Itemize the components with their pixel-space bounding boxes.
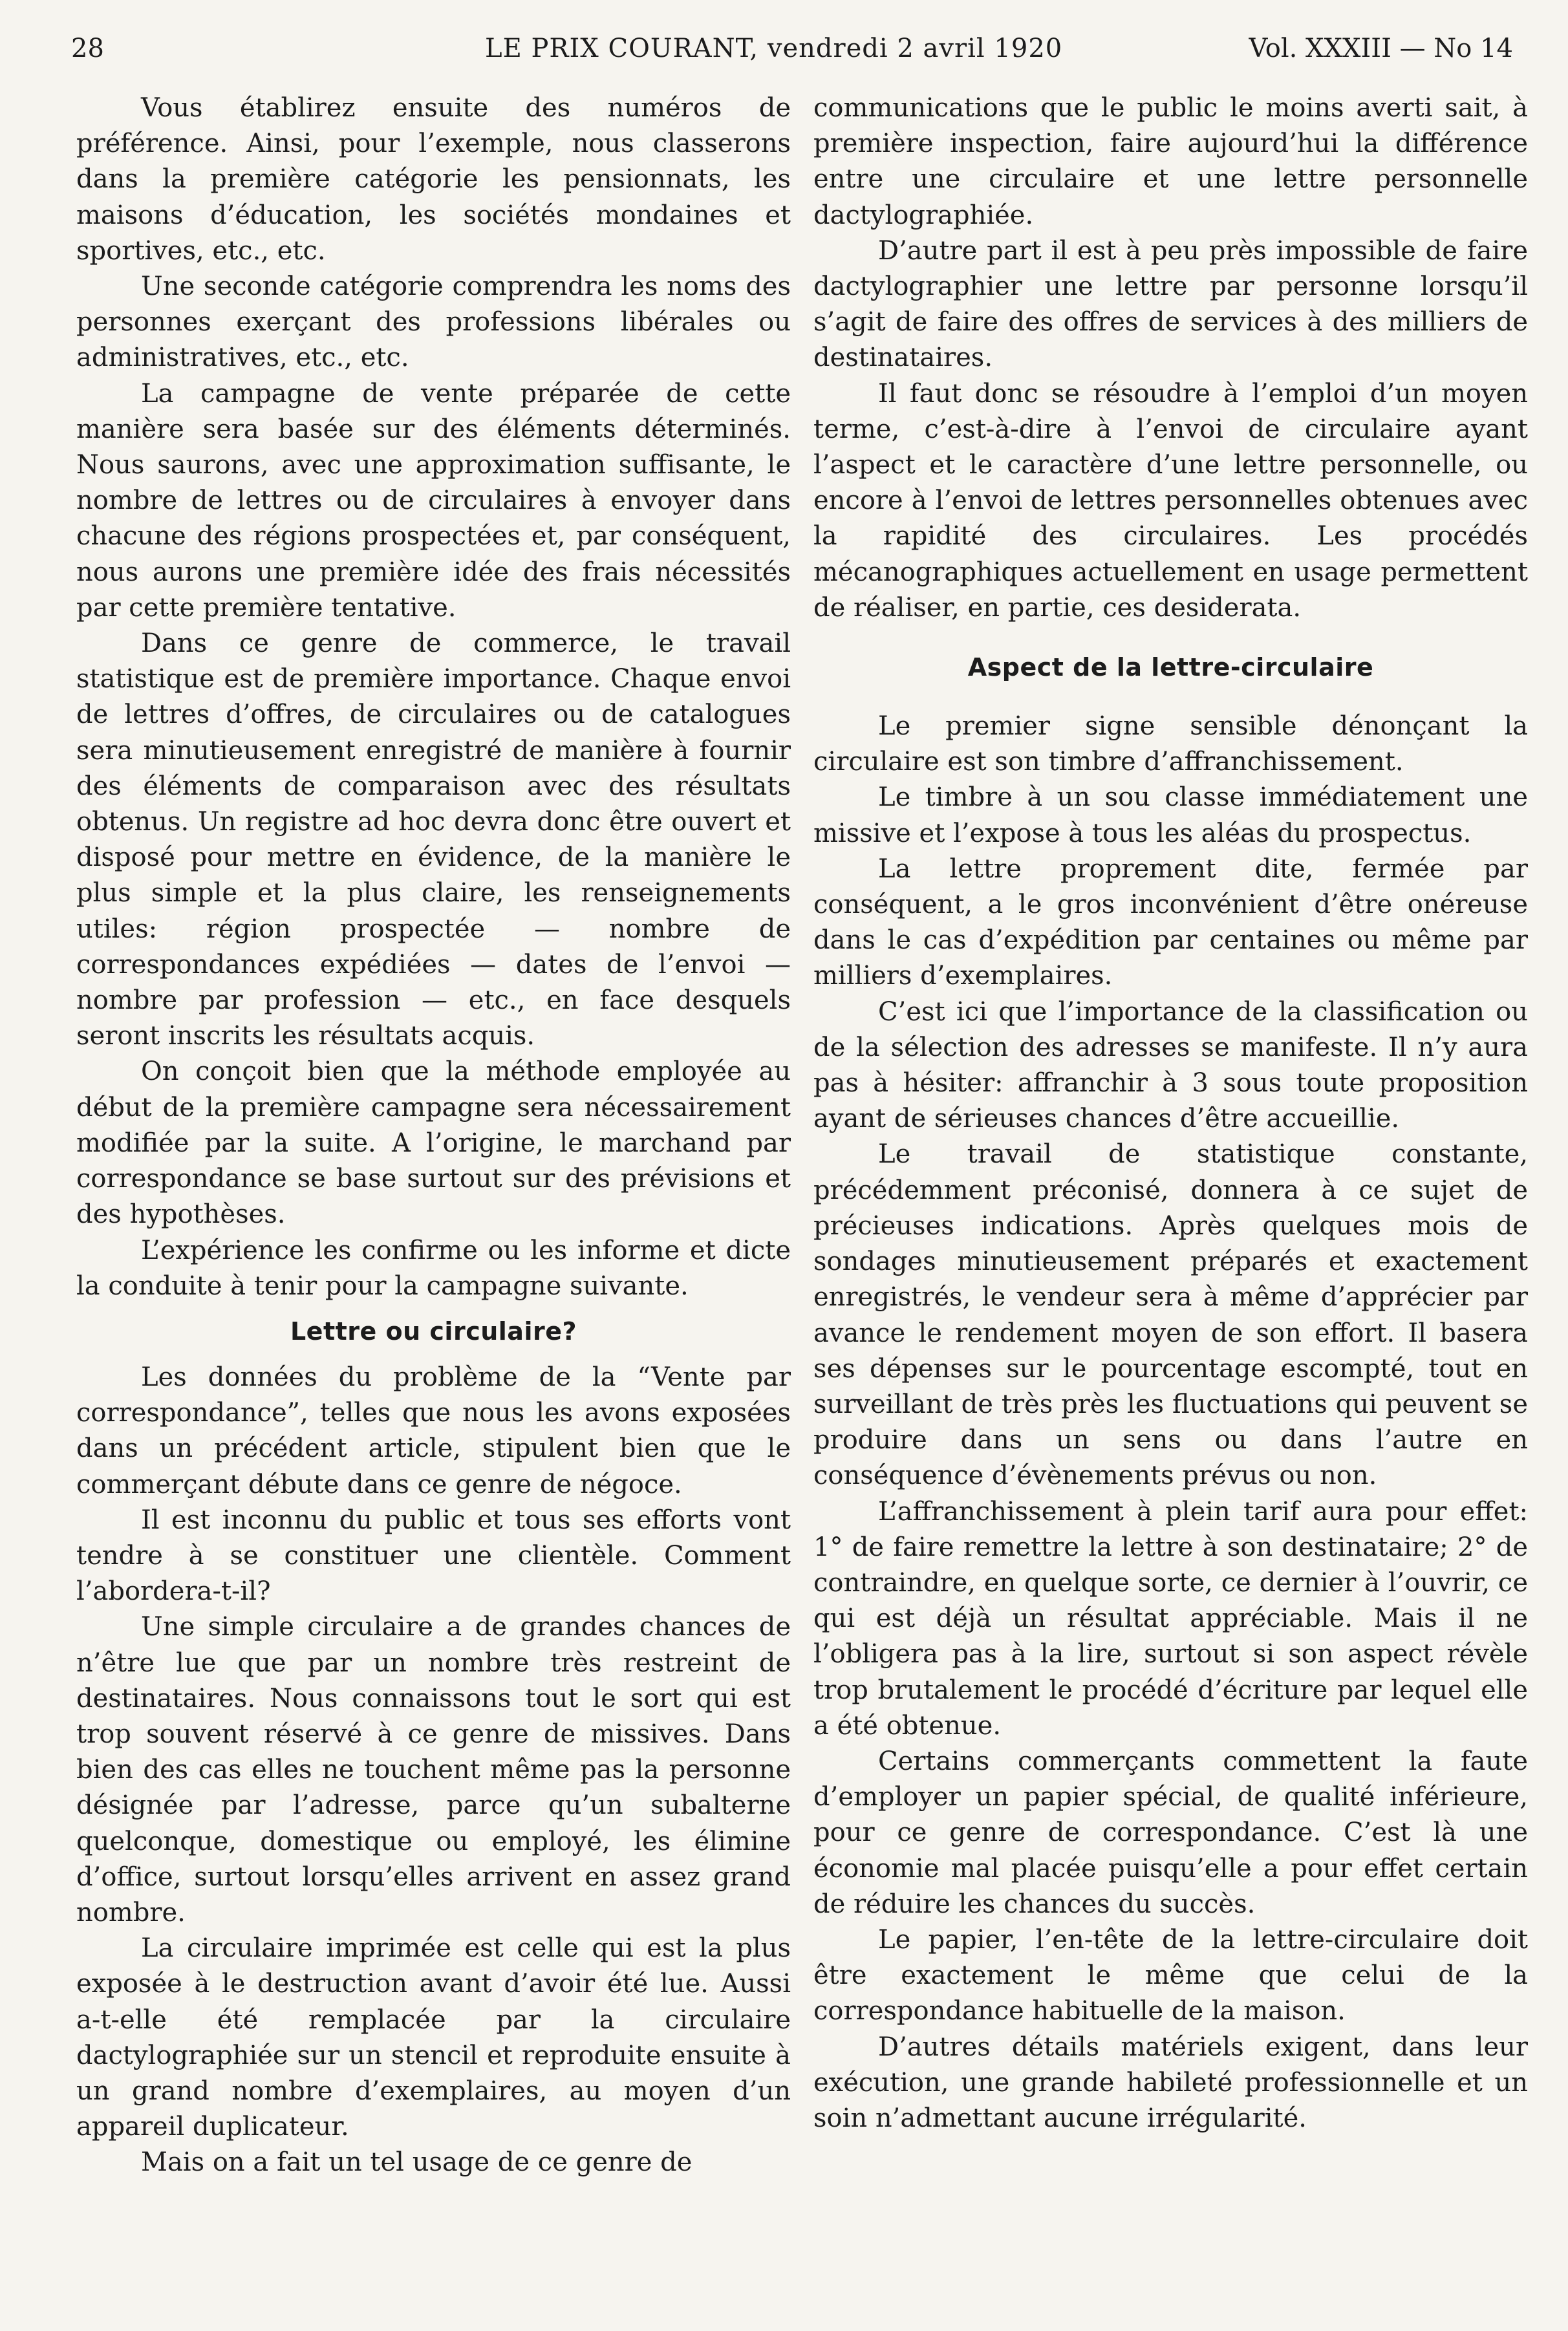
paragraph: Vous établirez ensuite des numéros de préférence. Ainsi, pour l’exemple, nous classerons dans la première catégorie les pensionnats, les maisons d’éducation, les sociétés mondaines et sportives, etc., etc.	[76, 93, 791, 266]
paragraph: Dans ce genre de commerce, le travail statistique est de première importance. Chaque envoi de lettres d’offres, de circulaires ou de catalogues sera minutieusement enregistré de manière à fournir des éléments de comparaison avec des résultats obtenus. Un registre ad hoc devra donc être ouvert et disposé pour mettre en évidence, de la manière le plus simple et la plus claire, les renseignements utiles: région prospectée — nombre de correspondances expédiées — dates de l’envoi — nombre par profession — etc., en face desquels seront inscrits les résultats acquis.	[76, 628, 791, 1051]
paragraph: Une seconde catégorie comprendra les noms des personnes exerçant des professions libérales ou administratives, etc., etc.	[76, 272, 791, 373]
paragraph: La campagne de vente préparée de cette manière sera basée sur des éléments déterminés. Nous saurons, avec une approximation suffisante, le nombre de lettres ou de circulaires à envoyer dans chacune des régions prospectées et, par conséquent, nous aurons une première idée des frais nécessités par cette première tentative.	[76, 378, 791, 623]
left-column	[76, 91, 791, 2283]
section-heading-aspect-lettre-circulaire: Aspect de la lettre-circulaire	[967, 653, 1374, 682]
paragraph: Le premier signe sensible dénonçant la circulaire est son timbre d’affranchissement.	[813, 711, 1528, 777]
publication-title: LE PRIX COURANT, vendredi 2 avril 1920	[485, 34, 1063, 63]
paragraph: L’affranchissement à plein tarif aura pour effet: 1° de faire remettre la lettre à son destinataire; 2° de contraindre, en quelque sorte, ce dernier à l’ouvrir, ce qui est déjà un résultat appréciable. Mais il ne l’obligera pas à la lire, surtout si son aspect révèle trop brutalement le procédé d’écriture par lequel elle a été obtenue.	[813, 1496, 1528, 1741]
paragraph: La lettre proprement dite, fermée par conséquent, a le gros inconvénient d’être onéreuse dans le cas d’expédition par centaines ou même par milliers d’exemplaires.	[813, 854, 1528, 991]
paragraph: D’autres détails matériels exigent, dans leur exécution, une grande habileté professionnelle et un soin n’admettant aucune irrégularité.	[813, 2032, 1528, 2133]
paragraph: communications que le public le moins averti sait, à première inspection, faire aujourd’hui la différence entre une circulaire et une lettre personnelle dactylographiée.	[813, 93, 1528, 230]
paragraph: Il est inconnu du public et tous ses efforts vont tendre à se constituer une clientèle. Comment l’abordera-t-il?	[76, 1505, 791, 1607]
page-number: 28	[71, 34, 104, 63]
right-column	[813, 91, 1528, 2283]
section-heading-lettre-ou-circulaire: Lettre ou circulaire?	[290, 1316, 577, 1346]
paragraph: Le timbre à un sou classe immédiatement une missive et l’expose à tous les aléas du prospectus.	[813, 782, 1528, 848]
page-header	[71, 26, 1513, 71]
paragraph: Certains commerçants commettent la faute d’employer un papier spécial, de qualité inférieure, pour ce genre de correspondance. C’est là une économie mal placée puisqu’elle a pour effet certain de réduire les chances du succès.	[813, 1746, 1528, 1919]
paragraph: D’autre part il est à peu près impossible de faire dactylographier une lettre par personne lorsqu’il s’agit de faire des offres de services à des milliers de destinataires.	[813, 235, 1528, 373]
paragraph: L’expérience les confirme ou les informe et dicte la conduite à tenir pour la campagne suivante.	[76, 1235, 791, 1301]
paragraph: Mais on a fait un tel usage de ce genre de	[141, 2147, 693, 2178]
volume-number: Vol. XXXIII — No 14	[1249, 34, 1513, 63]
paragraph: C’est ici que l’importance de la classification ou de la sélection des adresses se manifeste. Il n’y aura pas à hésiter: affranchir à 3 sous toute proposition ayant de sérieuses chances d’être accueillie.	[813, 996, 1528, 1134]
paragraph: La circulaire imprimée est celle qui est la plus exposée à le destruction avant d’avoir été lue. Aussi a-t-elle été remplacée par la circulaire dactylographiée sur un stencil et reproduite ensuite à un grand nombre d’exemplaires, au moyen d’un appareil duplicateur.	[76, 1933, 791, 2142]
paragraph: Le travail de statistique constante, précédemment préconisé, donnera à ce sujet de précieuses indications. Après quelques mois de sondages minutieusement préparés et exactement enregistrés, le vendeur sera à même d’apprécier par avance le rendement moyen de son effort. Il basera ses dépenses sur le pourcentage escompté, tout en surveillant de très près les fluctuations qui peuvent se produire dans un sens ou dans l’autre en conséquence d’évènements prévus ou non.	[813, 1139, 1528, 1491]
paragraph: Il faut donc se résoudre à l’emploi d’un moyen terme, c’est-à-dire à l’envoi de circulaire ayant l’aspect et le caractère d’une lettre personnelle, ou encore à l’envoi de lettres personnelles obtenues avec la rapidité des circulaires. Les procédés mécanographiques actuellement en usage permettent de réaliser, en partie, ces desiderata.	[813, 378, 1528, 623]
paragraph: Les données du problème de la “Vente par correspondance”, telles que nous les avons exposées dans un précédent article, stipulent bien que le commerçant débute dans ce genre de négoce.	[76, 1362, 791, 1499]
paragraph: On conçoit bien que la méthode employée au début de la première campagne sera nécessairement modifiée par la suite. A l’origine, le marchand par correspondance se base surtout sur des prévisions et des hypothèses.	[76, 1057, 791, 1230]
paragraph: Le papier, l’en-tête de la lettre-circulaire doit être exactement le même que celui de la correspondance habituelle de la maison.	[813, 1924, 1528, 2026]
paragraph: Une simple circulaire a de grandes chances de n’être lue que par un nombre très restreint de destinataires. Nous connaissons tout le sort qui est trop souvent réservé à ce genre de missives. Dans bien des cas elles ne touchent même pas la personne désignée par l’adresse, parce qu’un subalterne quelconque, domestique ou employé, les élimine d’office, surtout lorsqu’elles arrivent en assez grand nombre.	[76, 1612, 791, 1928]
